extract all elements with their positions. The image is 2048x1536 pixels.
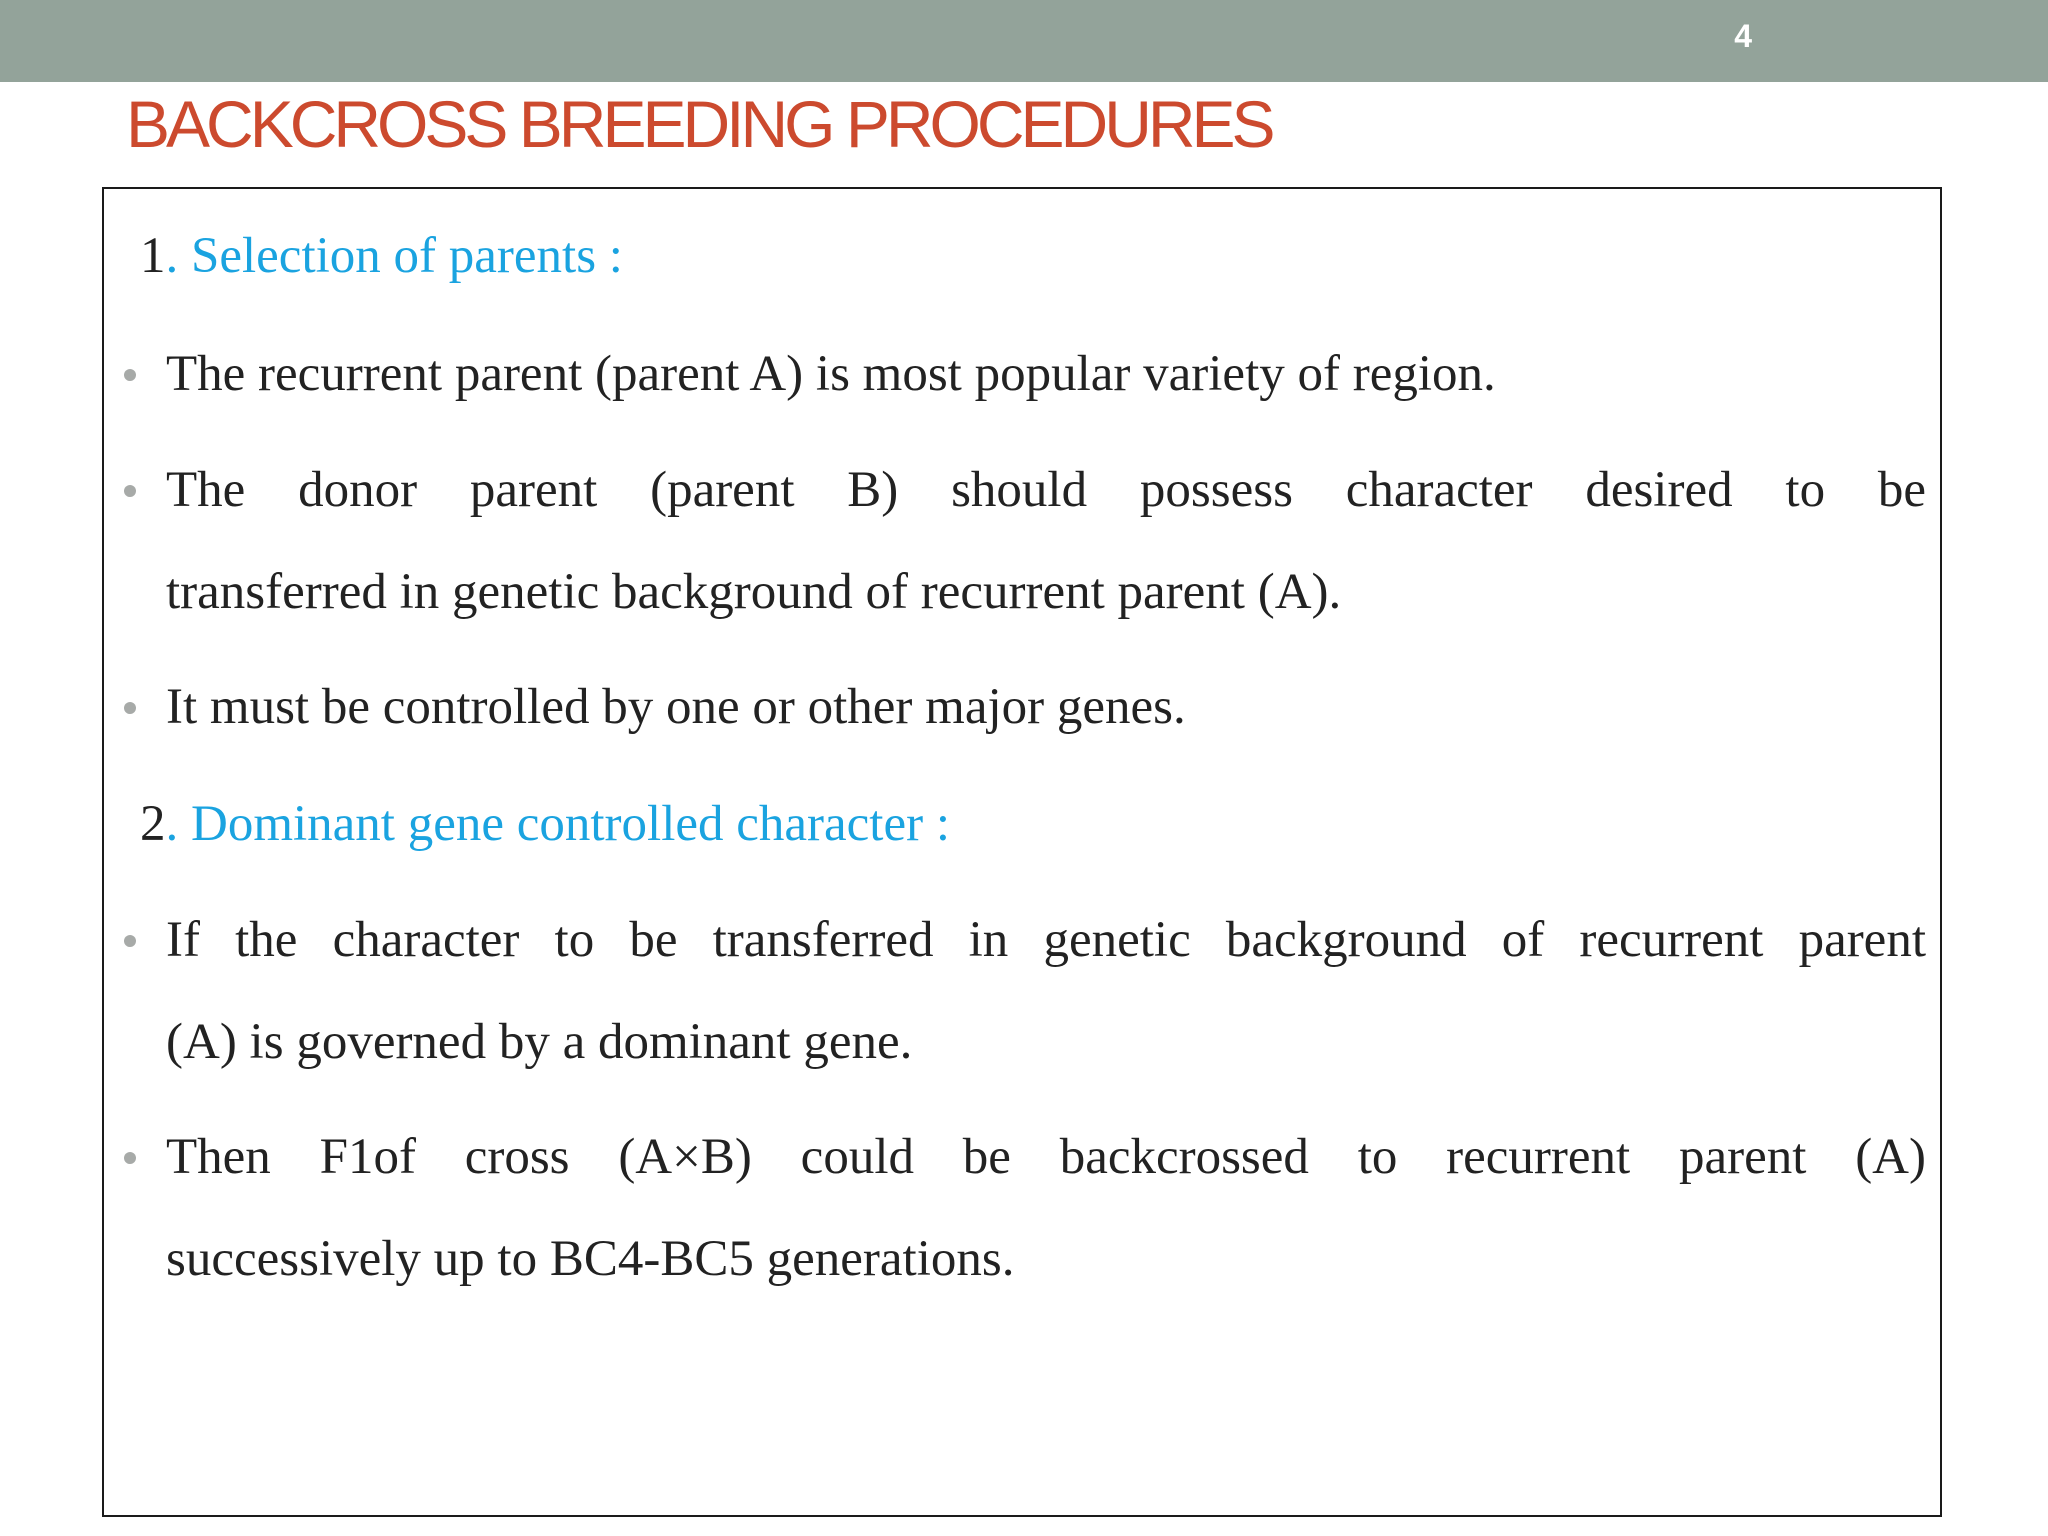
bullet-text: It must be controlled by one or other major genes.	[166, 679, 1186, 735]
bullet-text: Then F1of cross (A×B) could be backcrossed to recurrent parent (A)	[166, 1129, 1926, 1185]
slide-title: BACKCROSS BREEDING PROCEDURES	[126, 87, 1272, 161]
bullet-dot	[124, 1152, 136, 1164]
bullet-dot	[124, 935, 136, 947]
section-heading-2	[140, 796, 950, 852]
bullet-dot	[124, 369, 136, 381]
bullet-text: The donor parent (parent B) should possess character desired to be	[166, 462, 1926, 518]
slide-number: 4	[1734, 18, 1752, 54]
section-heading-1	[140, 228, 623, 284]
section-number: 2	[140, 796, 166, 852]
bullet-text-continued: transferred in genetic background of recurrent parent (A).	[166, 564, 1342, 620]
section-heading-text: . Selection of parents :	[165, 228, 623, 284]
bullet-text-continued: successively up to BC4-BC5 generations.	[166, 1231, 1015, 1287]
header-band	[0, 0, 2048, 82]
bullet-text: The recurrent parent (parent A) is most popular variety of region.	[166, 346, 1496, 402]
bullet-dot	[124, 485, 136, 497]
content-box	[102, 187, 1942, 1517]
bullet-text-continued: (A) is governed by a dominant gene.	[166, 1014, 913, 1070]
section-number: 1	[140, 228, 166, 284]
section-heading-text: . Dominant gene controlled character :	[165, 796, 950, 852]
bullet-dot	[124, 702, 136, 714]
bullet-text: If the character to be transferred in genetic background of recurrent parent	[166, 912, 1926, 968]
